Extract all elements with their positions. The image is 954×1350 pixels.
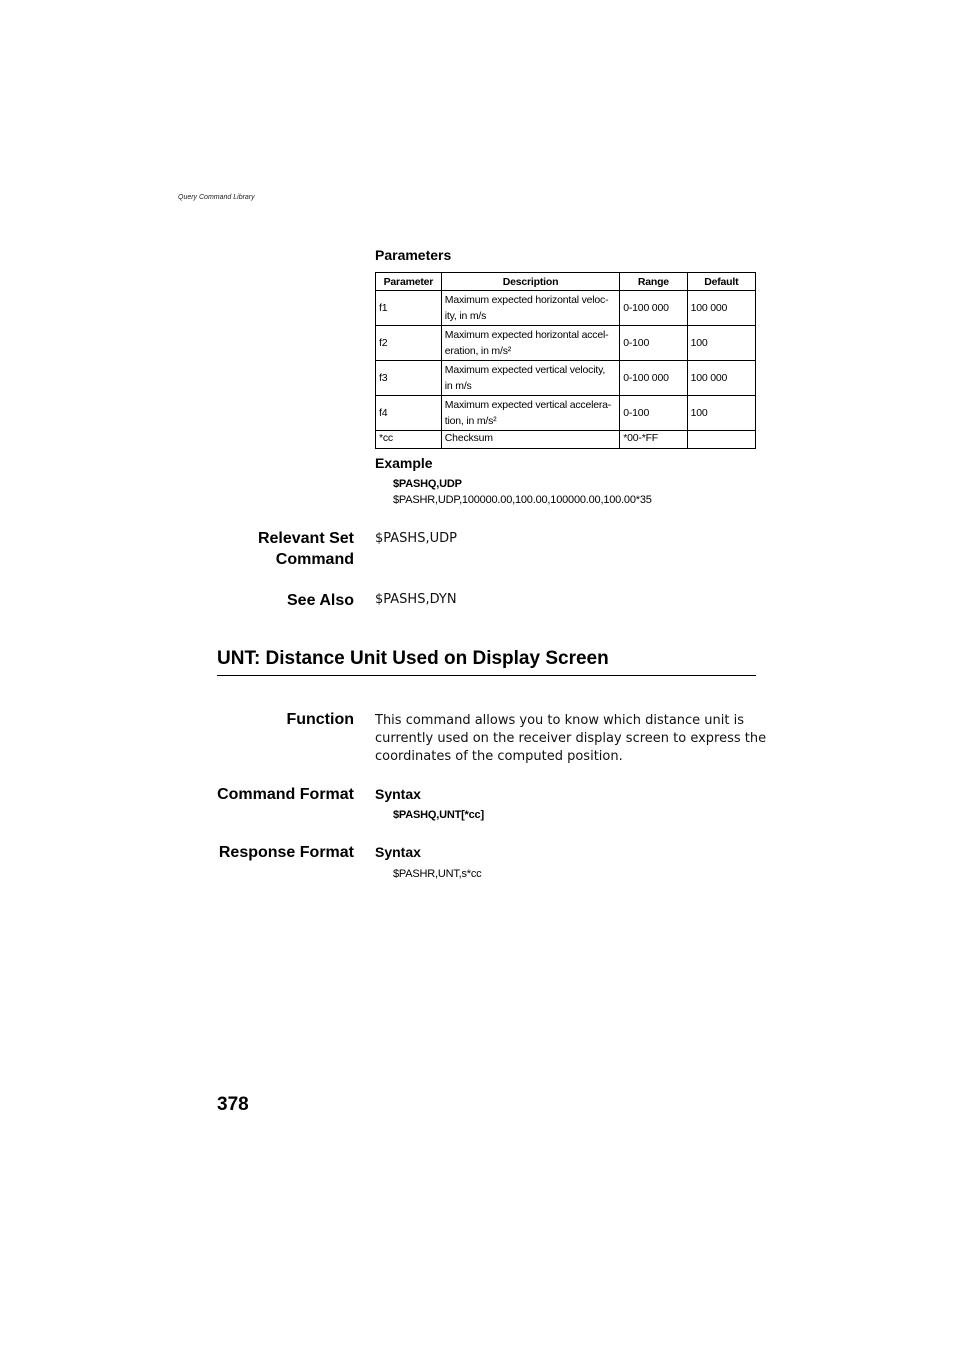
cell-desc-line: Maximum expected horizontal veloc- [444,294,609,306]
table-row [376,431,756,449]
column-header-range: Range [620,273,687,291]
cell-param: f4 [376,396,442,431]
cell-range: 0-100 [620,326,687,361]
relevant-set-label [258,528,354,570]
cell-default: 100 [687,396,755,431]
response-syntax-heading: Syntax [375,844,421,860]
function-label: Function [286,711,354,728]
relevant-set-label-line: Command [275,551,354,568]
command-syntax-heading: Syntax [375,786,421,802]
parameters-table [375,272,756,449]
example-response: $PASHR,UDP,100000.00,100.00,100000.00,100.00*35 [393,494,652,506]
cell-desc [441,396,619,431]
table-header-row [376,273,756,291]
function-line: This command allows you to know which distance unit is [375,713,745,728]
relevant-set-label-line: Relevant Set [257,530,354,547]
table-row [376,396,756,431]
relevant-set-value: $PASHS,UDP [375,531,457,546]
response-syntax: $PASHR,UNT,s*cc [393,868,482,880]
page-number: 378 [217,1094,249,1115]
cell-range: 0-100 000 [620,361,687,396]
cell-desc [441,326,619,361]
cell-default: 100 000 [687,291,755,326]
cell-desc-line: in m/s [444,380,472,392]
cell-range: 0-100 [620,396,687,431]
cell-range: *00-*FF [620,431,687,449]
command-syntax: $PASHQ,UNT[*cc] [393,809,484,821]
cell-desc-line: Maximum expected vertical velocity, [444,364,606,376]
cell-param: f3 [376,361,442,396]
cell-desc [441,361,619,396]
table-row [376,361,756,396]
cell-default: 100 [687,326,755,361]
cell-param: *cc [376,431,442,449]
cell-desc-line: ity, in m/s [444,310,487,322]
table-row [376,291,756,326]
section-title: UNT: Distance Unit Used on Display Screen [217,648,609,669]
function-description [375,712,766,766]
cell-desc [441,291,619,326]
example-query: $PASHQ,UDP [393,478,462,490]
example-heading: Example [375,455,433,471]
see-also-value: $PASHS,DYN [375,592,457,607]
parameters-heading: Parameters [375,247,452,263]
function-line: coordinates of the computed position. [375,749,623,764]
column-header-parameter: Parameter [376,273,442,291]
cell-desc: Checksum [441,431,619,449]
cell-desc-line: Maximum expected horizontal accel- [444,329,609,341]
function-line: currently used on the receiver display screen to express the [375,731,767,746]
response-format-label: Response Format [218,844,354,861]
command-format-label: Command Format [217,786,354,803]
cell-range: 0-100 000 [620,291,687,326]
cell-desc-line: tion, in m/s² [444,415,497,427]
column-header-description: Description [441,273,619,291]
cell-default [687,431,755,449]
cell-default: 100 000 [687,361,755,396]
section-divider [217,675,756,676]
column-header-default: Default [687,273,755,291]
running-header: Query Command Library [178,194,255,201]
cell-desc-line: eration, in m/s² [444,345,512,357]
see-also-label: See Also [287,592,354,609]
cell-desc-line: Maximum expected vertical accelera- [444,399,612,411]
cell-param: f2 [376,326,442,361]
cell-param: f1 [376,291,442,326]
table-row [376,326,756,361]
